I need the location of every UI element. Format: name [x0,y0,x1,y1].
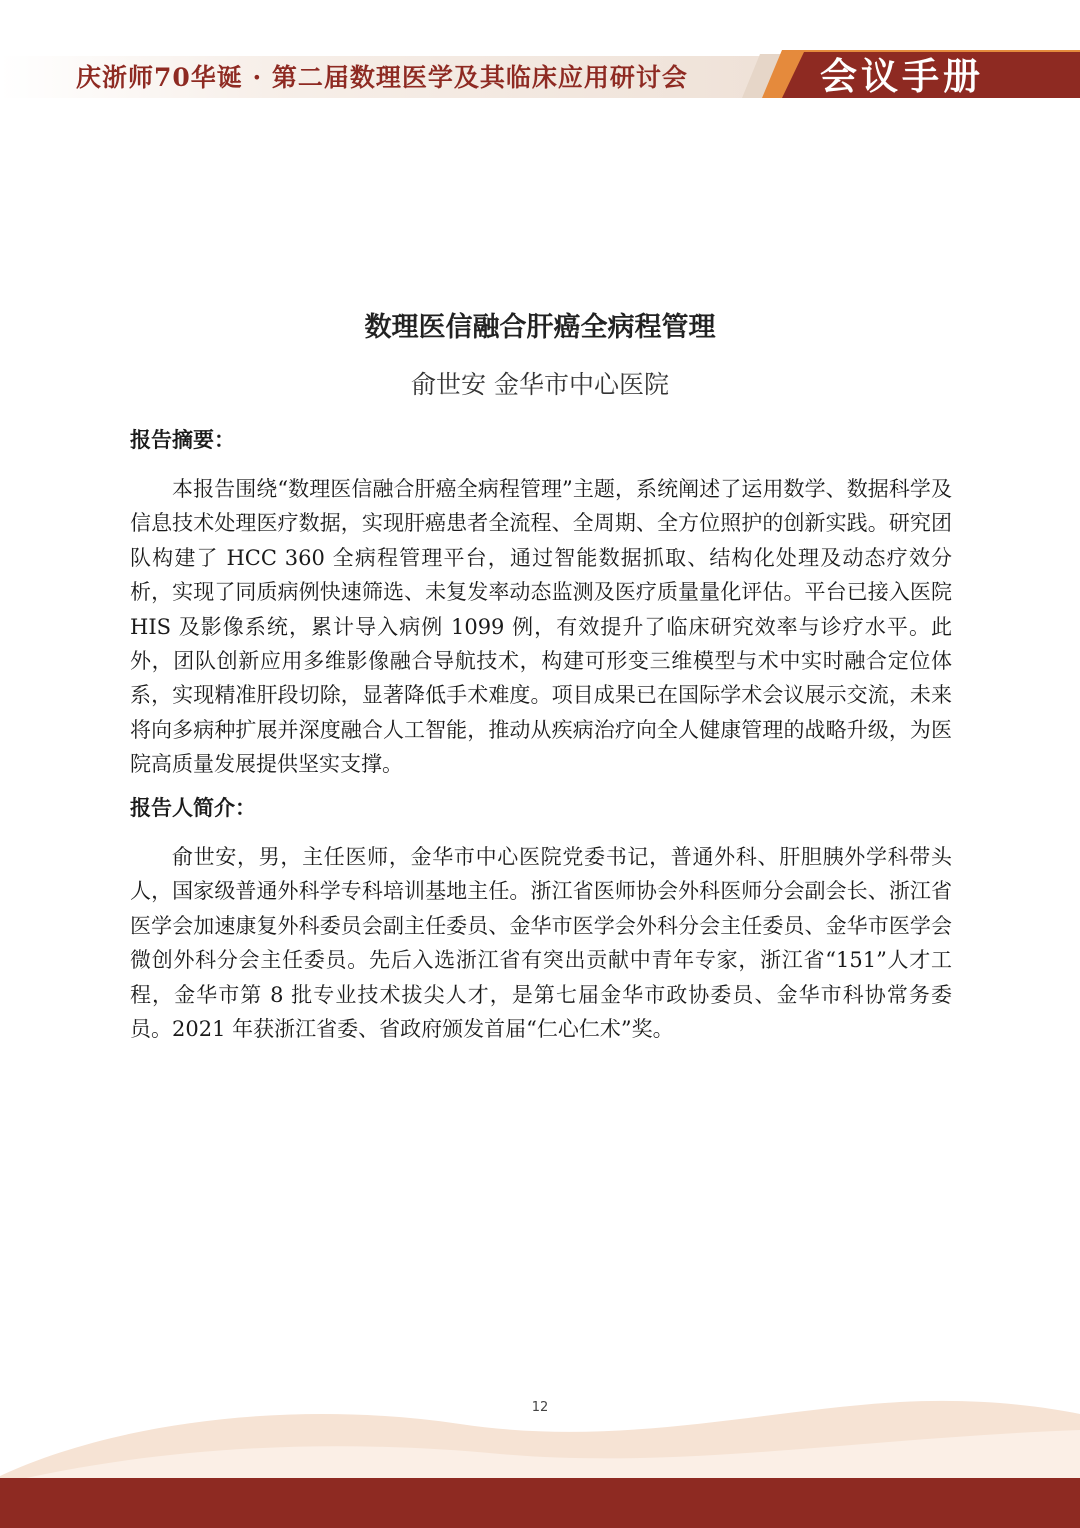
report-title: 数理医信融合肝癌全病程管理 [364,312,716,343]
abstract-heading: 报告摘要： [130,427,235,452]
header-band [0,0,1080,110]
conference-title: 庆浙师70华诞 · 第二届数理医学及其临床应用研讨会 [76,63,688,92]
abstract-paragraph: 本报告围绕“数理医信融合肝癌全病程管理”主题，系统阐述了运用数学、数据科学及信息技术处理医疗数据，实现肝癌患者全流程、全周期、全方位照护的创新实践。研究团队构建了 HCC 360 全病程管理平台，通过智能数据抓取、结构化处理及动态疗效分析，实现了同质病例快速筛选、未复发率动态监测及医疗质量量化评估。平台已接入医院 HIS 及影像系统，累计导入病例 1099 例，有效提升了临床研究效率与诊疗水平。此外，团队创新应用多维影像融合导航技术，构建可形变三维模型与术中实时融合定位体系，实现精准肝段切除，显著降低手术难度。项目成果已在国际学术会议展示交流，未来将向多病种扩展并深度融合人工智能，推动从疾病治疗向全人健康管理的战略升级，为医院高质量发展提供坚实支撑。 [130,477,952,777]
speaker-line: 俞世安 金华市中心医院 [411,370,669,399]
bio-paragraph: 俞世安，男，主任医师，金华市中心医院党委书记，普通外科、肝胆胰外学科带头人，国家级普通外科学专科培训基地主任。浙江省医师协会外科医师分会副会长、浙江省医学会加速康复外科委员会副主任委员、金华市医学会外科分会主任委员、金华市医学会微创外科分会主任委员。先后入选浙江省有突出贡献中青年专家，浙江省“151”人才工程，金华市第 8 批专业技术拔尖人才，是第七届金华市政协委员、金华市科协常务委员。2021 年获浙江省委、省政府颁发首届“仁心仁术”奖。 [130,845,952,1042]
bio-heading: 报告人简介： [130,795,256,820]
page-number: 12 [531,1400,549,1415]
handbook-label: 会议手册 [820,55,984,98]
